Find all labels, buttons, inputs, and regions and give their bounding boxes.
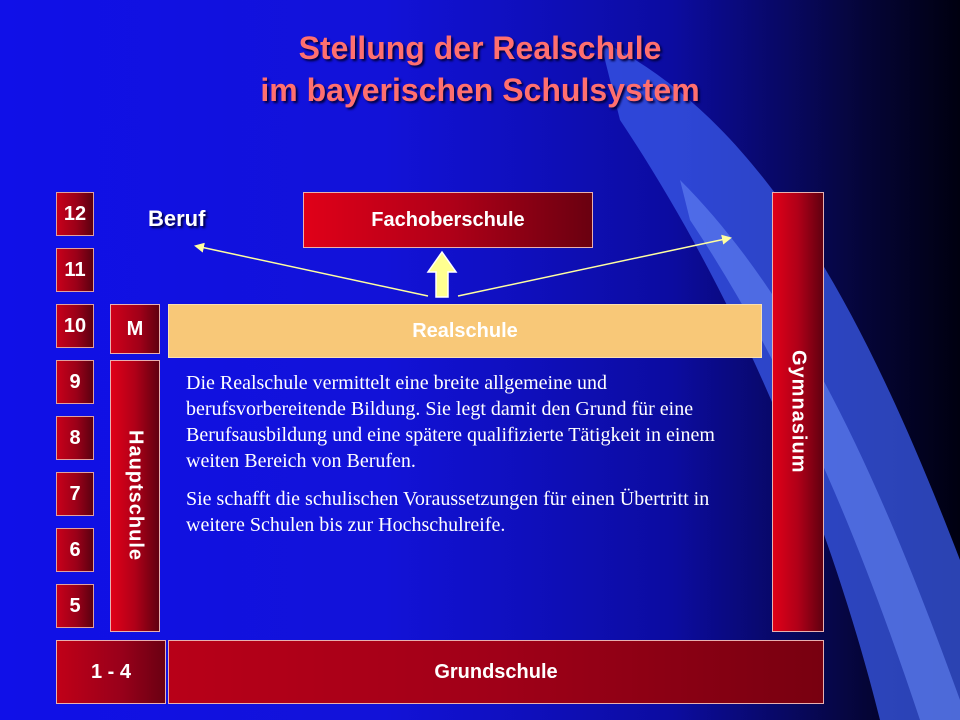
gymnasium-box xyxy=(772,192,824,632)
hauptschule-label: Hauptschule xyxy=(124,430,147,562)
grade-10: 10 xyxy=(56,304,94,348)
fachoberschule-box: Fachoberschule xyxy=(303,192,593,248)
grundschule-box: Grundschule xyxy=(168,640,824,704)
grade-8: 8 xyxy=(56,416,94,460)
grade-6: 6 xyxy=(56,528,94,572)
description-paragraph-1: Die Realschule vermittelt eine breite allgemeine und berufsvorbereitende Bildung. Sie legt damit den Grund für eine Berufsausbildung und eine spätere qualifizierte Tätigkeit in einem weiten Bereich von Berufen. xyxy=(186,372,715,472)
realschule-box: Realschule xyxy=(168,304,762,358)
grade-5: 5 xyxy=(56,584,94,628)
description-paragraph-2: Sie schafft die schulischen Voraussetzungen für einen Übertritt in weitere Schulen bis zur Hochschulreife. xyxy=(186,488,710,536)
grade-12: 12 xyxy=(56,192,94,236)
title-line-2: im bayerischen Schulsystem xyxy=(260,72,700,108)
grade-7: 7 xyxy=(56,472,94,516)
grade-9: 9 xyxy=(56,360,94,404)
grade-11: 11 xyxy=(56,248,94,292)
gymnasium-label: Gymnasium xyxy=(787,350,810,474)
title-line-1: Stellung der Realschule xyxy=(298,30,662,66)
hauptschule-box xyxy=(110,360,160,632)
m-box: M xyxy=(110,304,160,354)
beruf-label: Beruf xyxy=(148,206,206,231)
grade-primary: 1 - 4 xyxy=(56,640,166,704)
description xyxy=(186,370,756,550)
